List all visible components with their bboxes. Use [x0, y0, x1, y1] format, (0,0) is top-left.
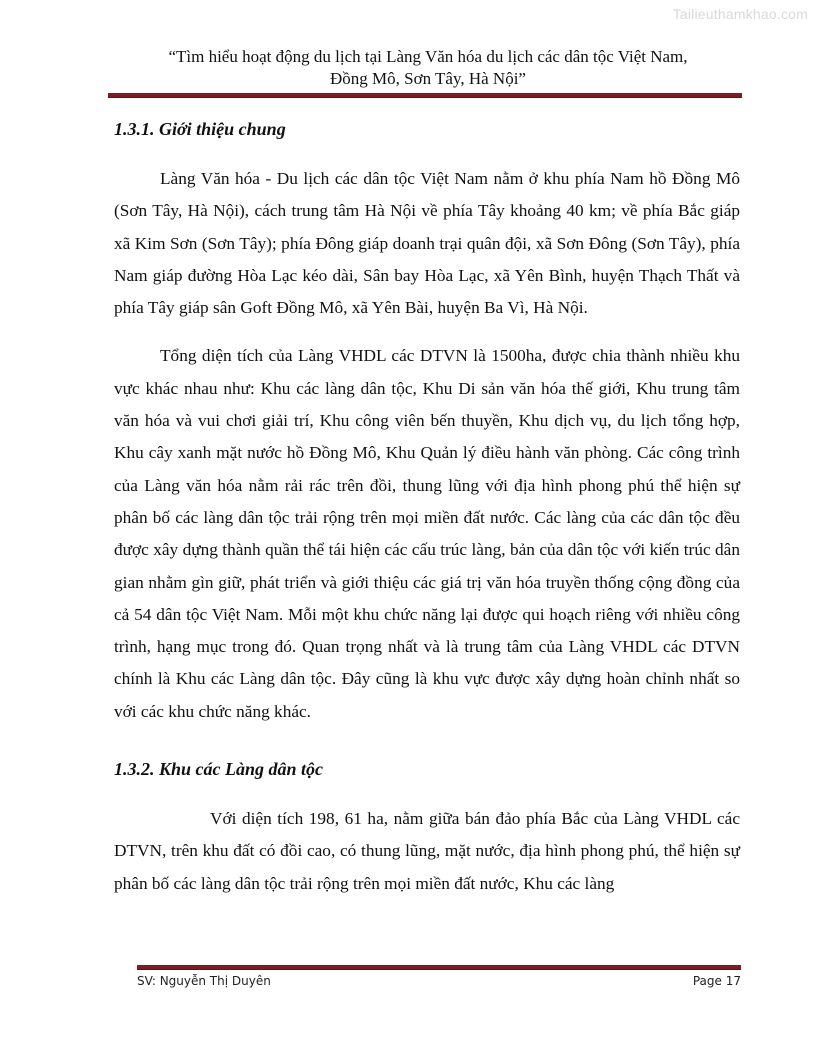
header-title-line-1: “Tìm hiểu hoạt động du lịch tại Làng Văn hóa du lịch các dân tộc Việt Nam, — [168, 47, 688, 66]
section-heading-1-3-2: 1.3.2. Khu các Làng dân tộc — [114, 759, 324, 780]
paragraph-area: Tổng diện tích của Làng VHDL các DTVN là 1500ha, được chia thành nhiều khu vực khác nhau như: Khu các làng dân tộc, Khu Di sản văn hóa thế giới, Khu trung tâm văn hóa và vui chơi giải trí, Khu công viên bến thuyền, Khu dịch vụ, du lịch tổng hợp, Khu cây xanh mặt nước hồ Đồng Mô, Khu Quản lý điều hành văn phòng. Các công trình của Làng văn hóa nằm rải rác trên đồi, thung lũng với địa hình phong phú thể hiện sự phân bố các làng dân tộc trải rộng trên mọi miền đất nước. Các làng của các dân tộc đều được xây dựng thành quần thể tái hiện các cấu trúc làng, bản của dân tộc với kiến trúc dân gian nhằm gìn giữ, phát triển và giới thiệu các giá trị văn hóa truyền thống cộng đồng của cả 54 dân tộc Việt Nam. Mỗi một khu chức năng lại được qui hoạch riêng với nhiều công trình, hạng mục trong đó. Quan trọng nhất và là trung tâm của Làng VHDL các DTVN chính là Khu các Làng dân tộc. Đây cũng là khu vực được xây dựng hoàn chỉnh nhất so với các khu chức năng khác. — [114, 346, 740, 721]
paragraph-ethnic-villages: Với diện tích 198, 61 ha, nằm giữa bán đảo phía Bắc của Làng VHDL các DTVN, trên khu đất có đồi cao, có thung lũng, mặt nước, địa hình phong phú, thể hiện sự phân bố các làng dân tộc trải rộng trên mọi miền đất nước, Khu các làng — [114, 809, 740, 893]
page-footer — [137, 974, 741, 988]
page-body — [114, 113, 740, 900]
section-heading-1-3-1: 1.3.1. Giới thiệu chung — [114, 119, 286, 139]
paragraph-location: Làng Văn hóa - Du lịch các dân tộc Việt Nam nằm ở khu phía Nam hồ Đồng Mô (Sơn Tây, Hà Nội), cách trung tâm Hà Nội về phía Tây khoảng 40 km; về phía Bắc giáp xã Kim Sơn (Sơn Tây); phía Đông giáp doanh trại quân đội, xã Sơn Đông (Sơn Tây), phía Nam giáp đường Hòa Lạc kéo dài, Sân bay Hòa Lạc, xã Yên Bình, huyện Thạch Thất và phía Tây giáp sân Goft Đồng Mô, xã Yên Bài, huyện Ba Vì, Hà Nội. — [114, 169, 740, 318]
running-header — [110, 46, 746, 90]
footer-student-name: SV: Nguyễn Thị Duyên — [137, 974, 271, 988]
watermark: Tailieuthamkhao.com — [672, 6, 808, 22]
footer-page-number: Page 17 — [692, 974, 741, 988]
header-title-line-2: Đồng Mô, Sơn Tây, Hà Nội” — [330, 69, 526, 88]
footer-rule — [137, 965, 741, 970]
header-rule — [108, 93, 742, 98]
